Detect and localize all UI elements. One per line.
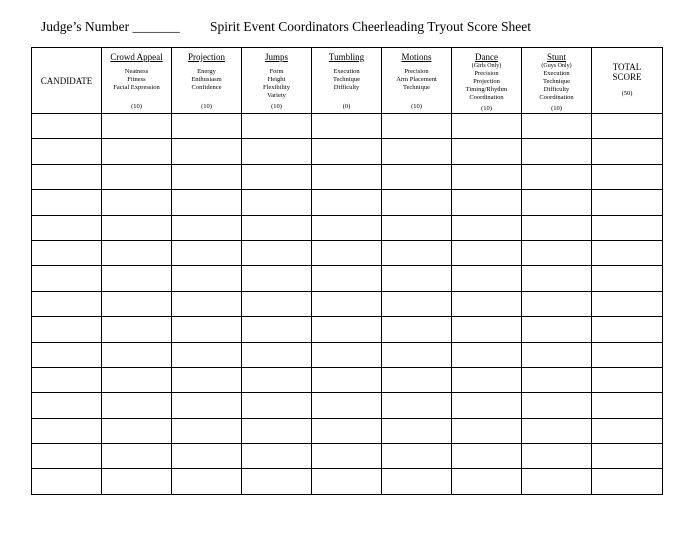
score-cell[interactable] xyxy=(102,444,172,469)
score-cell[interactable] xyxy=(172,215,242,240)
candidate-row xyxy=(32,114,663,139)
score-cell[interactable] xyxy=(452,393,522,418)
max-points: (10) xyxy=(131,103,142,110)
candidate-row xyxy=(32,139,663,164)
category-header xyxy=(102,48,172,114)
score-cell[interactable] xyxy=(172,367,242,392)
score-cell[interactable] xyxy=(452,266,522,291)
category-name: Stunt xyxy=(546,52,566,62)
criterion: Enthusiasm xyxy=(191,76,222,83)
score-cell[interactable] xyxy=(242,215,312,240)
score-cell[interactable] xyxy=(382,342,452,367)
score-cell[interactable] xyxy=(522,444,592,469)
max-points: (10) xyxy=(551,105,562,112)
score-cell[interactable] xyxy=(522,317,592,342)
score-cell[interactable] xyxy=(522,215,592,240)
score-cell[interactable] xyxy=(382,291,452,316)
score-cell[interactable] xyxy=(522,164,592,189)
score-cell[interactable] xyxy=(312,190,382,215)
score-cell[interactable] xyxy=(522,114,592,139)
score-cell[interactable] xyxy=(102,393,172,418)
score-cell[interactable] xyxy=(172,139,242,164)
score-cell[interactable] xyxy=(452,469,522,494)
criteria-list xyxy=(452,70,521,102)
candidate-row xyxy=(32,444,663,469)
score-cell[interactable] xyxy=(522,240,592,265)
candidate-row xyxy=(32,164,663,189)
score-cell[interactable] xyxy=(522,367,592,392)
score-cell[interactable] xyxy=(172,114,242,139)
score-cell[interactable] xyxy=(522,139,592,164)
total-score-cell[interactable] xyxy=(592,367,663,392)
candidate-name-cell[interactable] xyxy=(32,418,102,443)
score-cell[interactable] xyxy=(382,240,452,265)
total-score-cell[interactable] xyxy=(592,139,663,164)
criterion: Difficulty xyxy=(333,84,360,91)
score-cell[interactable] xyxy=(102,215,172,240)
criterion: Neatness xyxy=(124,68,149,75)
criterion: Technique xyxy=(403,84,430,91)
candidate-row xyxy=(32,342,663,367)
score-cell[interactable] xyxy=(452,342,522,367)
criteria-list xyxy=(382,68,451,92)
criterion: Execution xyxy=(543,70,570,77)
candidate-row xyxy=(32,215,663,240)
score-cell[interactable] xyxy=(102,418,172,443)
score-cell[interactable] xyxy=(382,367,452,392)
total-score-cell[interactable] xyxy=(592,291,663,316)
category-name: Crowd Appeal xyxy=(110,52,163,62)
score-cell[interactable] xyxy=(172,393,242,418)
score-cell[interactable] xyxy=(452,164,522,189)
score-cell[interactable] xyxy=(242,240,312,265)
score-cell[interactable] xyxy=(382,444,452,469)
score-cell[interactable] xyxy=(522,469,592,494)
score-cell[interactable] xyxy=(452,418,522,443)
total-score-cell[interactable] xyxy=(592,317,663,342)
criterion: Precision xyxy=(404,68,429,75)
criterion: Facial Expression xyxy=(113,84,160,91)
criterion: Form xyxy=(269,68,284,75)
candidate-row xyxy=(32,266,663,291)
score-cell[interactable] xyxy=(172,342,242,367)
judge-number-label: Judge’s Number _______ xyxy=(41,19,180,34)
criterion: Coordination xyxy=(469,94,504,101)
category-note: (Girls Only) xyxy=(471,63,502,69)
total-score-cell[interactable] xyxy=(592,164,663,189)
category-header xyxy=(172,48,242,114)
score-cell[interactable] xyxy=(102,164,172,189)
criterion: Difficulty xyxy=(543,86,570,93)
score-cell[interactable] xyxy=(102,139,172,164)
score-cell[interactable] xyxy=(172,266,242,291)
criterion: Execution xyxy=(333,68,360,75)
total-score-cell[interactable] xyxy=(592,393,663,418)
score-cell[interactable] xyxy=(102,342,172,367)
score-cell[interactable] xyxy=(102,190,172,215)
score-cell[interactable] xyxy=(172,164,242,189)
score-cell[interactable] xyxy=(242,444,312,469)
candidate-name-cell[interactable] xyxy=(32,469,102,494)
score-cell[interactable] xyxy=(242,317,312,342)
criterion: Confidence xyxy=(191,84,222,91)
score-table xyxy=(31,47,663,495)
score-cell[interactable] xyxy=(312,342,382,367)
score-cell[interactable] xyxy=(242,342,312,367)
criterion: Fitness xyxy=(127,76,146,83)
category-name: Jumps xyxy=(264,52,288,62)
candidate-name-cell[interactable] xyxy=(32,291,102,316)
score-cell[interactable] xyxy=(242,393,312,418)
total-score-cell[interactable] xyxy=(592,215,663,240)
score-label: SCORE xyxy=(612,72,642,82)
score-cell[interactable] xyxy=(312,240,382,265)
score-cell[interactable] xyxy=(382,164,452,189)
score-cell[interactable] xyxy=(452,114,522,139)
criteria-list xyxy=(172,68,241,92)
sheet-title: Spirit Event Coordinators Cheerleading Tryout Score Sheet xyxy=(210,19,531,34)
candidate-row xyxy=(32,240,663,265)
criterion: Technique xyxy=(333,76,360,83)
criteria-list xyxy=(312,68,381,92)
score-cell[interactable] xyxy=(382,215,452,240)
candidate-name-cell[interactable] xyxy=(32,317,102,342)
candidate-name-cell[interactable] xyxy=(32,139,102,164)
score-cell[interactable] xyxy=(242,291,312,316)
sheet-header xyxy=(0,19,700,39)
total-max-points: (50) xyxy=(621,90,633,97)
criterion: Coordination xyxy=(539,94,574,101)
score-cell[interactable] xyxy=(452,317,522,342)
score-cell[interactable] xyxy=(522,266,592,291)
candidate-row xyxy=(32,418,663,443)
max-points: (10) xyxy=(201,103,212,110)
total-score-cell[interactable] xyxy=(592,266,663,291)
score-cell[interactable] xyxy=(312,367,382,392)
candidate-name-cell[interactable] xyxy=(32,444,102,469)
candidate-row xyxy=(32,317,663,342)
score-cell[interactable] xyxy=(242,367,312,392)
score-cell[interactable] xyxy=(382,317,452,342)
score-cell[interactable] xyxy=(382,190,452,215)
criteria-list xyxy=(242,68,311,100)
score-cell[interactable] xyxy=(102,240,172,265)
score-cell[interactable] xyxy=(452,291,522,316)
category-name: Projection xyxy=(188,52,225,62)
score-cell[interactable] xyxy=(102,367,172,392)
score-cell[interactable] xyxy=(312,317,382,342)
score-cell[interactable] xyxy=(312,291,382,316)
criterion: Energy xyxy=(197,68,216,75)
score-cell[interactable] xyxy=(452,190,522,215)
score-cell[interactable] xyxy=(312,139,382,164)
score-cell[interactable] xyxy=(102,114,172,139)
score-cell[interactable] xyxy=(172,291,242,316)
score-cell[interactable] xyxy=(242,266,312,291)
candidate-name-cell[interactable] xyxy=(32,114,102,139)
score-cell[interactable] xyxy=(312,444,382,469)
total-score-cell[interactable] xyxy=(592,418,663,443)
criteria-list xyxy=(102,68,171,92)
candidate-row xyxy=(32,469,663,494)
candidate-name-cell[interactable] xyxy=(32,164,102,189)
candidate-name-cell[interactable] xyxy=(32,393,102,418)
category-name: Motions xyxy=(401,52,432,62)
score-cell[interactable] xyxy=(382,469,452,494)
score-cell[interactable] xyxy=(312,164,382,189)
category-header xyxy=(242,48,312,114)
candidate-name-cell[interactable] xyxy=(32,240,102,265)
score-cell[interactable] xyxy=(382,393,452,418)
category-name: Dance xyxy=(475,52,498,62)
candidate-name-cell[interactable] xyxy=(32,342,102,367)
candidate-header: CANDIDATE xyxy=(32,48,102,114)
score-cell[interactable] xyxy=(172,317,242,342)
score-cell[interactable] xyxy=(382,139,452,164)
score-cell[interactable] xyxy=(242,469,312,494)
candidate-row xyxy=(32,393,663,418)
score-cell[interactable] xyxy=(102,266,172,291)
candidate-name-cell[interactable] xyxy=(32,266,102,291)
score-body xyxy=(32,114,663,495)
score-cell[interactable] xyxy=(522,190,592,215)
max-points: (0) xyxy=(342,103,351,110)
score-cell[interactable] xyxy=(382,418,452,443)
score-cell[interactable] xyxy=(242,114,312,139)
total-label: TOTAL xyxy=(612,62,642,72)
score-cell[interactable] xyxy=(172,444,242,469)
score-cell[interactable] xyxy=(172,418,242,443)
score-cell[interactable] xyxy=(452,444,522,469)
criterion: Timing/Rhythm xyxy=(465,86,508,93)
score-cell[interactable] xyxy=(452,215,522,240)
criteria-list xyxy=(522,70,591,102)
score-cell[interactable] xyxy=(102,469,172,494)
score-cell[interactable] xyxy=(102,317,172,342)
candidate-row xyxy=(32,367,663,392)
category-header xyxy=(522,48,592,114)
score-cell[interactable] xyxy=(172,240,242,265)
max-points: (10) xyxy=(271,103,282,110)
candidate-name-cell[interactable] xyxy=(32,367,102,392)
category-name: Tumbling xyxy=(328,52,365,62)
candidate-name-cell[interactable] xyxy=(32,215,102,240)
score-cell[interactable] xyxy=(312,114,382,139)
score-cell[interactable] xyxy=(382,266,452,291)
header-row xyxy=(32,48,663,114)
score-cell[interactable] xyxy=(172,469,242,494)
category-header xyxy=(452,48,522,114)
total-score-cell[interactable] xyxy=(592,444,663,469)
score-cell[interactable] xyxy=(382,114,452,139)
score-cell[interactable] xyxy=(242,164,312,189)
score-cell[interactable] xyxy=(312,393,382,418)
score-cell[interactable] xyxy=(312,266,382,291)
score-cell[interactable] xyxy=(522,418,592,443)
criterion: Variety xyxy=(267,92,286,99)
category-note: (Guys Only) xyxy=(541,63,572,69)
score-cell[interactable] xyxy=(312,215,382,240)
candidate-row xyxy=(32,190,663,215)
category-header xyxy=(382,48,452,114)
score-cell[interactable] xyxy=(452,240,522,265)
criterion: Height xyxy=(267,76,286,83)
total-score-cell[interactable] xyxy=(592,240,663,265)
score-cell[interactable] xyxy=(522,291,592,316)
criterion: Precision xyxy=(474,70,499,77)
score-cell[interactable] xyxy=(102,291,172,316)
total-score-cell[interactable] xyxy=(592,469,663,494)
total-score-cell[interactable] xyxy=(592,342,663,367)
total-score-header xyxy=(592,48,663,114)
score-cell[interactable] xyxy=(522,342,592,367)
criterion: Flexibility xyxy=(262,84,291,91)
score-cell[interactable] xyxy=(242,418,312,443)
score-cell[interactable] xyxy=(172,190,242,215)
score-cell[interactable] xyxy=(312,418,382,443)
score-cell[interactable] xyxy=(242,139,312,164)
category-header xyxy=(312,48,382,114)
criterion: Projection xyxy=(473,78,500,85)
score-cell[interactable] xyxy=(452,139,522,164)
score-cell[interactable] xyxy=(312,469,382,494)
score-cell[interactable] xyxy=(452,367,522,392)
candidate-row xyxy=(32,291,663,316)
candidate-name-cell[interactable] xyxy=(32,190,102,215)
max-points: (10) xyxy=(481,105,492,112)
criterion: Arm Placement xyxy=(396,76,437,83)
total-score-cell[interactable] xyxy=(592,190,663,215)
score-cell[interactable] xyxy=(242,190,312,215)
criterion: Technique xyxy=(543,78,570,85)
score-cell[interactable] xyxy=(522,393,592,418)
total-score-cell[interactable] xyxy=(592,114,663,139)
max-points: (10) xyxy=(411,103,422,110)
